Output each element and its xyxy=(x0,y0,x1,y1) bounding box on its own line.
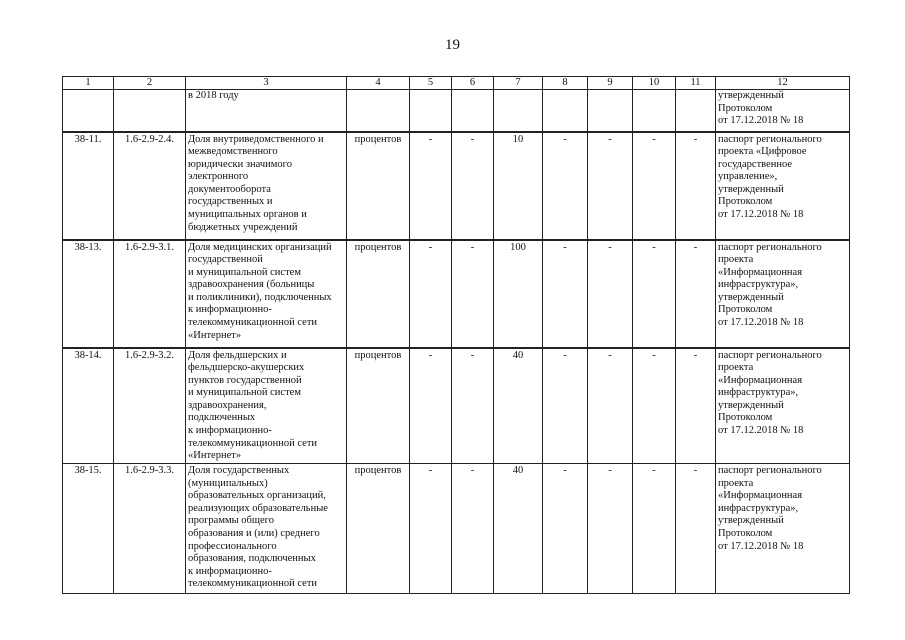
cell-source: утвержденный Протоколом от 17.12.2018 № 18 xyxy=(716,90,850,132)
table-body xyxy=(63,90,850,594)
cell-num: 38-15. xyxy=(63,464,114,594)
cell-source: паспорт регионального проекта «Информационная инфраструктура», утвержденный Протоколом от 17.12.2018 № 18 xyxy=(716,348,850,464)
cell-col6: - xyxy=(452,132,494,240)
column-header-6: 6 xyxy=(452,77,494,90)
cell-col9: - xyxy=(588,240,633,348)
column-header-1: 1 xyxy=(63,77,114,90)
cell-num: 38-11. xyxy=(63,132,114,240)
cell-col11: - xyxy=(676,132,716,240)
cell-col5: - xyxy=(410,348,452,464)
cell-col6: - xyxy=(452,240,494,348)
cell-code: 1.6-2.9-3.2. xyxy=(114,348,186,464)
cell-col10: - xyxy=(633,132,676,240)
cell-unit: процентов xyxy=(347,240,410,348)
cell-col10 xyxy=(633,90,676,132)
table-row xyxy=(63,132,850,240)
cell-code: 1.6-2.9-3.3. xyxy=(114,464,186,594)
cell-col5: - xyxy=(410,464,452,594)
cell-col11 xyxy=(676,90,716,132)
column-header-2: 2 xyxy=(114,77,186,90)
column-header-12: 12 xyxy=(716,77,850,90)
cell-col10: - xyxy=(633,240,676,348)
column-header-7: 7 xyxy=(494,77,543,90)
cell-col11: - xyxy=(676,348,716,464)
cell-indicator-name: Доля фельдшерских и фельдшерско-акушерских пунктов государственной и муниципальной систем здравоохранения, подключенных к информационно- телекоммуникационной сети «Интернет» xyxy=(186,348,347,464)
page-number: 19 xyxy=(445,37,460,53)
cell-unit xyxy=(347,90,410,132)
cell-num: 38-13. xyxy=(63,240,114,348)
table-row xyxy=(63,464,850,594)
cell-source: паспорт регионального проекта «Информационная инфраструктура», утвержденный Протоколом от 17.12.2018 № 18 xyxy=(716,240,850,348)
table-row xyxy=(63,348,850,464)
column-header-8: 8 xyxy=(543,77,588,90)
cell-code: 1.6-2.9-2.4. xyxy=(114,132,186,240)
cell-col5: - xyxy=(410,240,452,348)
cell-indicator-name: Доля медицинских организаций государственной и муниципальной систем здравоохранения (больницы и поликлиники), подключенных к информационно- телекоммуникационной сети «Интернет» xyxy=(186,240,347,348)
table-row xyxy=(63,90,850,132)
cell-col9: - xyxy=(588,464,633,594)
cell-col5: - xyxy=(410,132,452,240)
cell-col10: - xyxy=(633,348,676,464)
cell-num xyxy=(63,90,114,132)
column-header-10: 10 xyxy=(633,77,676,90)
cell-code xyxy=(114,90,186,132)
cell-source: паспорт регионального проекта «Информационная инфраструктура», утвержденный Протоколом от 17.12.2018 № 18 xyxy=(716,464,850,594)
column-header-5: 5 xyxy=(410,77,452,90)
cell-num: 38-14. xyxy=(63,348,114,464)
cell-col11: - xyxy=(676,464,716,594)
cell-col6: - xyxy=(452,464,494,594)
cell-code: 1.6-2.9-3.1. xyxy=(114,240,186,348)
cell-col6 xyxy=(452,90,494,132)
cell-source: паспорт регионального проекта «Цифровое государственное управление», утвержденный Протоколом от 17.12.2018 № 18 xyxy=(716,132,850,240)
cell-col9: - xyxy=(588,132,633,240)
cell-indicator-name: Доля государственных (муниципальных) образовательных организаций, реализующих образовательные программы общего образования и (или) среднего профессионального образования, подключенных к информационно- телекоммуникационной сети xyxy=(186,464,347,594)
cell-col11: - xyxy=(676,240,716,348)
table-header xyxy=(63,77,850,90)
header-row xyxy=(63,77,850,90)
cell-col7: 100 xyxy=(494,240,543,348)
table-row xyxy=(63,240,850,348)
cell-col7: 40 xyxy=(494,348,543,464)
cell-col9 xyxy=(588,90,633,132)
indicator-table xyxy=(62,76,850,594)
cell-unit: процентов xyxy=(347,132,410,240)
cell-col7: 40 xyxy=(494,464,543,594)
cell-col9: - xyxy=(588,348,633,464)
cell-indicator-name: в 2018 году xyxy=(186,90,347,132)
cell-col8: - xyxy=(543,464,588,594)
cell-col8: - xyxy=(543,132,588,240)
column-header-4: 4 xyxy=(347,77,410,90)
cell-unit: процентов xyxy=(347,348,410,464)
cell-col8 xyxy=(543,90,588,132)
column-header-11: 11 xyxy=(676,77,716,90)
column-header-3: 3 xyxy=(186,77,347,90)
column-header-9: 9 xyxy=(588,77,633,90)
cell-col6: - xyxy=(452,348,494,464)
cell-col8: - xyxy=(543,348,588,464)
cell-col7: 10 xyxy=(494,132,543,240)
cell-col7 xyxy=(494,90,543,132)
cell-col5 xyxy=(410,90,452,132)
cell-unit: процентов xyxy=(347,464,410,594)
cell-indicator-name: Доля внутриведомственного и межведомственного юридически значимого электронного документооборота государственных и муниципальных органов и бюджетных учреждений xyxy=(186,132,347,240)
cell-col8: - xyxy=(543,240,588,348)
cell-col10: - xyxy=(633,464,676,594)
